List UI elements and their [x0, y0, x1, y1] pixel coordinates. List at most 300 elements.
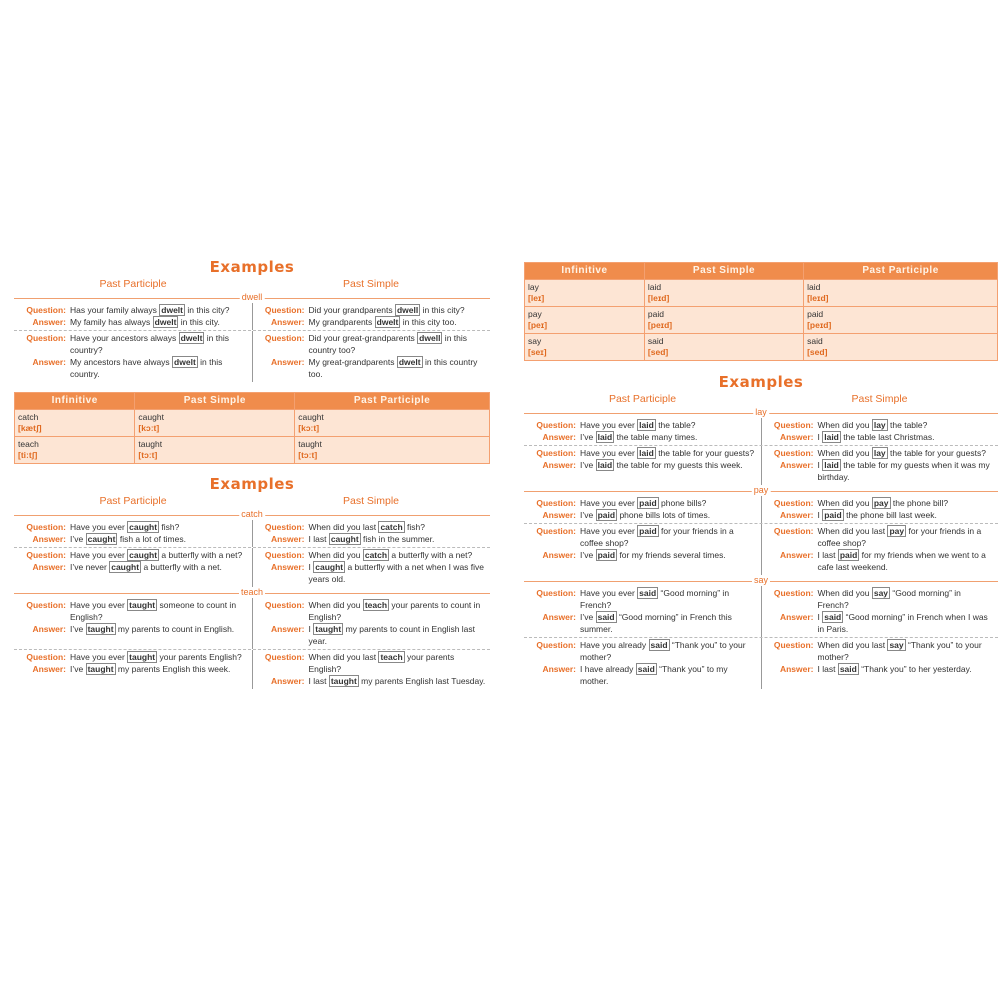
answer-text: [580, 611, 761, 635]
question-label: Question:: [773, 448, 814, 458]
table-row: [525, 307, 998, 334]
answer-text: [818, 611, 999, 635]
past-simple-transcription: [tɔːt]: [138, 450, 158, 460]
highlighted-verb: laid: [597, 432, 613, 442]
highlighted-verb: dwelt: [154, 317, 177, 327]
infinitive-cell: [525, 334, 645, 361]
text-before: When did you last: [308, 652, 379, 662]
answer-text: [580, 431, 761, 443]
example-row: [14, 520, 490, 548]
highlighted-verb: dwelt: [180, 333, 203, 343]
question-text: [309, 599, 491, 623]
past-participle-examples: [524, 418, 762, 445]
text-after: the table?: [887, 420, 928, 430]
answer-label: Answer:: [779, 510, 814, 520]
answer-label: Answer:: [270, 357, 305, 367]
question-line: [524, 497, 761, 509]
example-row: [524, 524, 998, 575]
question-text: [309, 651, 491, 675]
past-participle-heading: Past Participle: [608, 393, 677, 405]
past-participle-cell: [804, 307, 998, 334]
past-simple-examples: [762, 418, 999, 445]
answer-line: [524, 549, 761, 561]
answer-label: Answer:: [779, 612, 814, 622]
highlighted-verb: pay: [873, 498, 889, 508]
text-after: phone bills?: [658, 498, 707, 508]
examples-title: Examples: [718, 373, 804, 391]
verb-divider: [14, 293, 490, 303]
question-label: Question:: [536, 588, 576, 598]
past-simple-header: Past Simple: [644, 263, 803, 280]
text-after: phone bills lots of times.: [617, 510, 711, 520]
text-before: I’ve: [70, 534, 86, 544]
table-row: [525, 280, 998, 307]
text-before: My family has always: [70, 317, 153, 327]
highlighted-verb: catch: [380, 522, 403, 532]
question-text: [70, 304, 252, 316]
past-participle-word: taught: [298, 439, 322, 449]
question-label: Question:: [264, 522, 305, 532]
text-after: the phone bill last week.: [843, 510, 937, 520]
answer-text: [818, 663, 999, 675]
question-line: [762, 525, 999, 549]
answer-label: Answer:: [779, 460, 814, 470]
question-line: [14, 599, 252, 623]
question-label: Question:: [536, 526, 576, 536]
question-text: [580, 447, 761, 459]
infinitive-word: pay: [528, 309, 542, 319]
text-after: a butterfly with a net.: [141, 562, 222, 572]
highlighted-verb: paid: [639, 498, 657, 508]
answer-line: [14, 561, 252, 573]
highlighted-verb: laid: [824, 432, 839, 442]
infinitive-transcription: [leɪ]: [528, 293, 545, 303]
answer-text: [70, 533, 252, 545]
text-after: my parents to count in English last year.: [308, 624, 476, 646]
text-before: I’ve: [70, 664, 86, 674]
infinitive-cell: [15, 437, 135, 464]
verb-block-pay: [524, 486, 998, 575]
text-after: fish a lot of times.: [117, 534, 186, 544]
verb-divider: [524, 408, 998, 418]
highlighted-verb: caught: [129, 522, 158, 532]
infinitive-header: Infinitive: [525, 263, 645, 280]
past-simple-word: paid: [647, 309, 664, 319]
past-participle-examples: [524, 586, 762, 637]
question-label: Question:: [26, 305, 66, 315]
question-line: [253, 651, 491, 675]
text-before: Have you ever: [580, 526, 638, 536]
answer-line: [14, 356, 252, 380]
answer-label: Answer:: [779, 550, 814, 560]
past-simple-word: taught: [138, 439, 163, 449]
text-after: a butterfly with a net?: [389, 550, 473, 560]
highlighted-verb: taught: [87, 664, 114, 674]
infinitive-transcription: [seɪ]: [528, 347, 547, 357]
question-text: [818, 525, 999, 549]
past-simple-transcription: [leɪd]: [647, 293, 670, 303]
answer-line: [14, 663, 252, 675]
verb-block-teach: [14, 588, 490, 689]
question-label: Question:: [264, 333, 305, 343]
text-after: in this city?: [185, 305, 230, 315]
past-participle-examples: [524, 638, 762, 689]
text-before: I’ve: [580, 510, 596, 520]
answer-line: [762, 549, 999, 573]
answer-text: [309, 533, 491, 545]
highlighted-verb: said: [650, 640, 668, 650]
question-line: [253, 521, 491, 533]
text-before: I: [817, 612, 823, 622]
answer-line: [253, 675, 491, 687]
answer-text: [309, 675, 491, 687]
verb-divider: [14, 588, 490, 598]
highlighted-verb: dwelt: [376, 317, 399, 327]
highlighted-verb: taught: [87, 624, 114, 634]
past-simple-transcription: [sed]: [647, 347, 669, 357]
answer-label: Answer:: [542, 510, 576, 520]
text-after: your parents English?: [157, 652, 242, 662]
verb-block-say: [524, 576, 998, 689]
infinitive-transcription: [tiːtʃ]: [18, 450, 38, 460]
answer-line: [762, 459, 999, 483]
text-before: I’ve never: [70, 562, 110, 572]
answer-line: [762, 611, 999, 635]
highlighted-verb: dwell: [396, 305, 419, 315]
past-participle-word: laid: [807, 282, 821, 292]
text-after: the table for your guests?: [655, 448, 755, 458]
answer-line: [14, 316, 252, 328]
text-before: When did you: [817, 420, 872, 430]
answer-label: Answer:: [779, 432, 814, 442]
past-simple-transcription: [peɪd]: [647, 320, 673, 330]
past-simple-cell: [135, 410, 295, 437]
highlighted-verb: dwelt: [161, 305, 184, 315]
past-participle-header: Past Participle: [295, 393, 490, 410]
past-participle-transcription: [sed]: [807, 347, 828, 357]
answer-label: Answer:: [32, 664, 66, 674]
question-text: [580, 525, 761, 549]
question-label: Question:: [536, 420, 576, 430]
infinitive-cell: [525, 307, 645, 334]
text-after: “Good morning” in French this summer.: [580, 612, 732, 634]
text-before: I last: [308, 534, 329, 544]
past-simple-examples: [762, 586, 999, 637]
verb-divider: [524, 576, 998, 586]
answer-label: Answer:: [270, 676, 305, 686]
past-participle-examples: [524, 446, 762, 485]
question-label: Question:: [773, 498, 814, 508]
answer-label: Answer:: [542, 460, 576, 470]
question-label: Question:: [536, 448, 576, 458]
question-label: Question:: [26, 522, 66, 532]
text-before: When did you last: [817, 526, 888, 536]
answer-label: Answer:: [32, 317, 66, 327]
past-participle-transcription: [tɔːt]: [298, 450, 318, 460]
past-simple-examples: [762, 446, 999, 485]
past-simple-examples: [253, 331, 491, 382]
text-before: I: [308, 624, 314, 634]
text-after: in this city.: [178, 317, 220, 327]
past-simple-examples: [253, 598, 491, 649]
infinitive-transcription: [peɪ]: [528, 320, 548, 330]
right-page: [524, 262, 998, 689]
past-simple-examples: [253, 303, 491, 330]
answer-text: [309, 623, 491, 647]
examples-title: Examples: [209, 475, 295, 493]
text-before: I last: [308, 676, 329, 686]
text-after: “Thank you” to my mother.: [580, 664, 728, 686]
past-simple-examples: [762, 496, 999, 523]
answer-text: [580, 549, 761, 561]
question-line: [14, 651, 252, 663]
example-row: [524, 638, 998, 689]
text-before: Have you ever: [580, 420, 638, 430]
answer-label: Answer:: [270, 562, 305, 572]
past-simple-transcription: [kɔːt]: [138, 423, 160, 433]
highlighted-verb: laid: [597, 460, 613, 470]
answer-label: Answer:: [779, 664, 814, 674]
verb-block-catch: [14, 510, 490, 587]
answer-text: [818, 431, 999, 443]
highlighted-verb: laid: [824, 460, 839, 470]
answer-text: [580, 509, 761, 521]
answer-label: Answer:: [542, 432, 576, 442]
infinitive-word: teach: [18, 439, 39, 449]
answer-line: [253, 623, 491, 647]
text-before: When did you: [817, 448, 872, 458]
text-after: fish in the summer.: [360, 534, 435, 544]
highlighted-verb: dwell: [419, 333, 441, 343]
text-before: Have you ever: [580, 498, 638, 508]
text-after: “Thank you” to your mother?: [817, 640, 982, 662]
past-simple-examples: [762, 638, 999, 689]
text-before: My grandparents: [308, 317, 375, 327]
highlighted-verb: paid: [597, 550, 616, 560]
answer-text: [70, 356, 252, 380]
question-label: Question:: [264, 652, 305, 662]
highlighted-verb: dwelt: [398, 357, 421, 367]
past-simple-heading: Past Simple: [851, 393, 908, 405]
question-line: [14, 521, 252, 533]
example-row: [14, 598, 490, 650]
question-label: Question:: [773, 526, 814, 536]
answer-label: Answer:: [32, 357, 66, 367]
highlighted-verb: say: [889, 640, 904, 650]
past-simple-examples: [253, 548, 491, 587]
question-label: Question:: [773, 420, 814, 430]
text-before: Have you ever: [70, 550, 128, 560]
verb-label: catch: [241, 509, 263, 519]
answer-text: [309, 356, 491, 380]
text-before: Have you ever: [580, 588, 638, 598]
text-after: the table for my guests when it was my birthday.: [817, 460, 990, 482]
answer-line: [524, 611, 761, 635]
past-simple-cell: [644, 280, 803, 307]
question-label: Question:: [773, 588, 814, 598]
question-text: [818, 497, 999, 509]
answer-label: Answer:: [542, 664, 576, 674]
question-text: [580, 587, 761, 611]
highlighted-verb: paid: [839, 550, 858, 560]
question-text: [309, 549, 491, 561]
highlighted-verb: laid: [639, 448, 654, 458]
question-text: [70, 332, 252, 356]
question-line: [14, 332, 252, 356]
highlighted-verb: taught: [330, 676, 357, 686]
past-participle-transcription: [kɔːt]: [298, 423, 320, 433]
question-text: [309, 304, 491, 316]
answer-label: Answer:: [542, 550, 576, 560]
highlighted-verb: say: [873, 588, 889, 598]
question-line: [14, 549, 252, 561]
example-row: [14, 548, 490, 587]
question-label: Question:: [264, 600, 305, 610]
text-after: in this city?: [420, 305, 465, 315]
past-participle-examples: [524, 524, 762, 575]
question-text: [70, 521, 252, 533]
answer-line: [762, 509, 999, 521]
verb-block-lay: [524, 408, 998, 485]
question-text: [70, 599, 252, 623]
text-after: fish?: [404, 522, 425, 532]
examples-title: Examples: [209, 258, 295, 276]
highlighted-verb: caught: [111, 562, 140, 572]
question-label: Question:: [26, 600, 66, 610]
answer-text: [818, 549, 999, 573]
question-line: [762, 497, 999, 509]
question-text: [580, 639, 761, 663]
question-line: [762, 639, 999, 663]
verb-label: pay: [753, 485, 769, 495]
infinitive-word: say: [528, 336, 542, 346]
highlighted-verb: said: [597, 612, 615, 622]
text-before: When did you last: [817, 640, 888, 650]
text-before: Have you already: [580, 640, 649, 650]
answer-label: Answer:: [542, 612, 576, 622]
text-after: in this city too.: [400, 317, 457, 327]
answer-line: [14, 623, 252, 635]
infinitive-cell: [525, 280, 645, 307]
answer-text: [580, 663, 761, 687]
text-after: the table for your guests?: [887, 448, 986, 458]
table-row: [15, 410, 490, 437]
highlighted-verb: paid: [639, 526, 657, 536]
text-after: a butterfly with a net when I was five years old.: [308, 562, 485, 584]
question-line: [762, 419, 999, 431]
past-simple-word: said: [647, 336, 664, 346]
answer-text: [70, 316, 252, 328]
question-line: [524, 525, 761, 549]
text-before: Have you ever: [70, 600, 128, 610]
column-headings: [14, 493, 490, 509]
text-before: Did your grandparents: [308, 305, 395, 315]
highlighted-verb: teach: [380, 652, 403, 662]
past-simple-word: caught: [138, 412, 164, 422]
past-participle-word: said: [807, 336, 823, 346]
text-before: When did you: [817, 588, 872, 598]
text-before: I last: [817, 550, 838, 560]
highlighted-verb: caught: [330, 534, 359, 544]
text-before: I’ve: [580, 432, 596, 442]
question-label: Question:: [26, 550, 66, 560]
past-simple-cell: [644, 334, 803, 361]
text-before: Have you ever: [580, 448, 638, 458]
past-participle-examples: [524, 496, 762, 523]
text-before: I have already: [580, 664, 636, 674]
verb-label: lay: [755, 407, 767, 417]
question-line: [253, 332, 491, 356]
text-before: When did you: [308, 550, 363, 560]
highlighted-verb: said: [839, 664, 857, 674]
past-participle-examples: [14, 303, 253, 330]
answer-line: [524, 431, 761, 443]
answer-line: [524, 509, 761, 521]
past-simple-cell: [135, 437, 295, 464]
infinitive-word: lay: [528, 282, 539, 292]
text-after: the table?: [655, 420, 696, 430]
past-simple-examples: [762, 524, 999, 575]
past-simple-examples: [253, 650, 491, 689]
text-after: the phone bill?: [890, 498, 949, 508]
answer-text: [70, 663, 252, 675]
verb-label: say: [753, 575, 769, 585]
question-line: [14, 304, 252, 316]
table-row: [525, 334, 998, 361]
text-after: the table last Christmas.: [840, 432, 935, 442]
past-participle-cell: [804, 280, 998, 307]
text-before: When did you: [817, 498, 872, 508]
past-participle-heading: Past Participle: [99, 495, 167, 507]
infinitive-transcription: [kætʃ]: [18, 423, 42, 433]
text-after: fish?: [159, 522, 180, 532]
highlighted-verb: said: [639, 588, 657, 598]
text-before: Have your ancestors always: [70, 333, 179, 343]
question-line: [762, 587, 999, 611]
highlighted-verb: laid: [639, 420, 654, 430]
text-after: “Thank you” to your mother?: [580, 640, 746, 662]
past-participle-cell: [295, 410, 490, 437]
text-before: Have you ever: [70, 522, 128, 532]
question-label: Question:: [26, 333, 66, 343]
answer-line: [253, 561, 491, 585]
highlighted-verb: dwelt: [174, 357, 196, 367]
highlighted-verb: taught: [129, 600, 156, 610]
answer-line: [524, 459, 761, 471]
verb-forms-table: [524, 262, 998, 361]
past-participle-cell: [295, 437, 490, 464]
answer-text: [309, 561, 491, 585]
text-after: in this country too.: [308, 357, 478, 379]
question-label: Question:: [264, 550, 305, 560]
past-participle-word: paid: [807, 309, 824, 319]
text-before: I’ve: [580, 550, 596, 560]
text-before: I’ve: [70, 624, 86, 634]
question-text: [580, 497, 761, 509]
past-simple-examples: [253, 520, 491, 547]
text-before: I: [817, 460, 823, 470]
text-before: When did you: [308, 600, 363, 610]
question-text: [309, 521, 491, 533]
verb-divider: [14, 510, 490, 520]
answer-line: [14, 533, 252, 545]
text-after: my parents English last Tuesday.: [358, 676, 486, 686]
question-line: [253, 304, 491, 316]
text-after: for your friends in a coffee shop?: [580, 526, 734, 548]
past-simple-word: laid: [647, 282, 662, 292]
answer-line: [253, 316, 491, 328]
text-before: My great-grandparents: [308, 357, 397, 367]
